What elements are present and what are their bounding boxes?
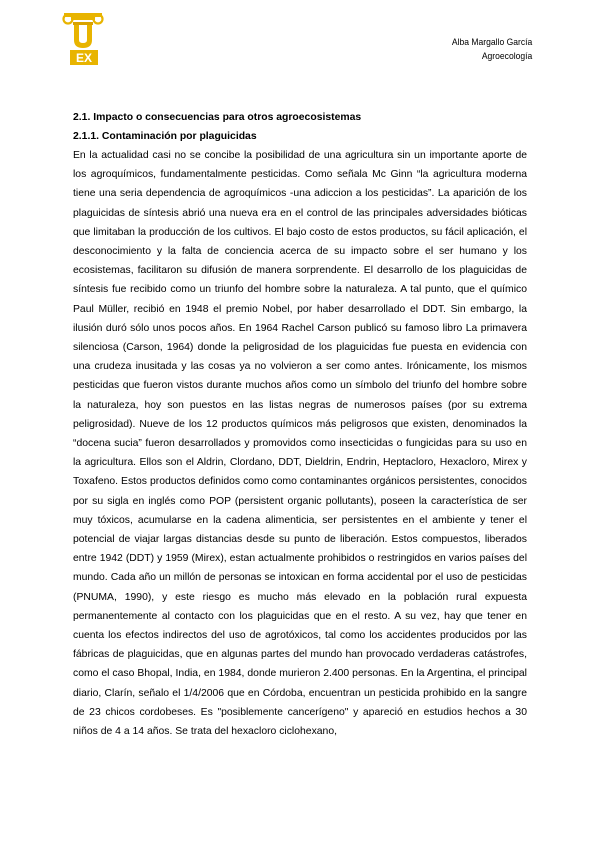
body-paragraph: En la actualidad casi no se concibe la posibilidad de una agricultura sin un importante aporte de los agroquímicos, fundamentalmente pesticidas. Como señala Mc Ginn “la agricultura moderna tiene una seria dependencia de agroquímicos -una adiccion a los pesticidas”. La aparición de los plaguicidas de síntesis abrió una nueva era en el control de las principales adversidades bióticas que limitaban la producción de los cultivos. El bajo costo de estos productos, su fácil aplicación, el desconocimiento y la falta de conciencia acerca de su impacto sobre el ser humano y los ecosistemas, facilitaron su difusión de manera sorprendente. El desarrollo de los plaguicidas de síntesis fue recibido como un triunfo del hombre sobre la naturaleza. A tal punto, que el químico Paul Müller, recibió en 1948 el premio Nobel, por haber desarrollado el DDT. Sin embargo, la ilusión duró sólo unos pocos años. En 1964 Rachel Carson publicó su famoso libro La primavera silenciosa (Carson, 1964) donde la peligrosidad de los plaguicidas fue puesta en evidencia con una crudeza inusitada y las cosas ya no volvieron a ser como antes. Irónicamente, los mismos pesticidas que fueron vistos durante muchos años como un símbolo del triunfo del hombre sobre la naturaleza, hoy son puestos en las listas negras de numerosos países (por su extrema peligrosidad). Nueve de los 12 productos químicos más peligrosos que existen, denominados la “docena sucia” fueron desarrollados y promovidos como insecticidas o fungicidas para su uso en la agricultura. Ellos son el Aldrin, Clordano, DDT, Dieldrin, Endrin, Heptacloro, Hexacloro, Mirex y Toxafeno. Estos productos definidos como como contaminantes orgánicos persistentes, conocidos por su sigla en inglés como POP (persistent organic pollutants), poseen la característica de ser muy tóxicos, acumularse en la cadena alimenticia, ser persistentes en el ambiente y tener el potencial de viajar largas distancias desde su punto de liberación. Estos compuestos, liberados entre 1942 (DDT) y 1959 (Mirex), estan actualmente prohibidos o restringidos en varios países del mundo. Cada año un millón de personas se intoxican en forma accidental por el uso de pesticidas (PNUMA, 1990), y este riesgo es mucho más elevado en la población rural expuesta permanentemente al contacto con los plaguicidas que en el resto. A su vez, hay que tener en cuenta los efectos indirectos del uso de agrotóxicos, tal como los accidentes producidos por las fábricas de plaguicidas, que en algunas partes del mundo han provocado verdaderas catástrofes, como el caso Bhopal, India, en 1984, donde murieron 2.400 personas. En la Argentina, el principal diario, Clarín, señalo el 1/4/2006 que en Córdoba, encuentran un pesticida prohibido en la sangre de 23 chicos cordobeses. Es "posiblemente cancerígeno" y apareció en estudios hechos a 30 niños de 4 a 14 años. Se trata del hexacloro ciclohexano, — [73, 150, 527, 738]
document-body — [73, 108, 527, 741]
subsection-heading: 2.1.1. Contaminación por plaguicidas — [73, 131, 257, 142]
uex-logo-icon — [62, 10, 104, 68]
header-subject: Agroecología — [481, 51, 532, 62]
page-header — [452, 36, 532, 64]
section-heading: 2.1. Impacto o consecuencias para otros agroecosistemas — [73, 112, 362, 123]
header-author: Alba Margallo García — [451, 37, 532, 48]
svg-text:EX: EX — [75, 51, 93, 65]
university-logo — [62, 10, 104, 68]
